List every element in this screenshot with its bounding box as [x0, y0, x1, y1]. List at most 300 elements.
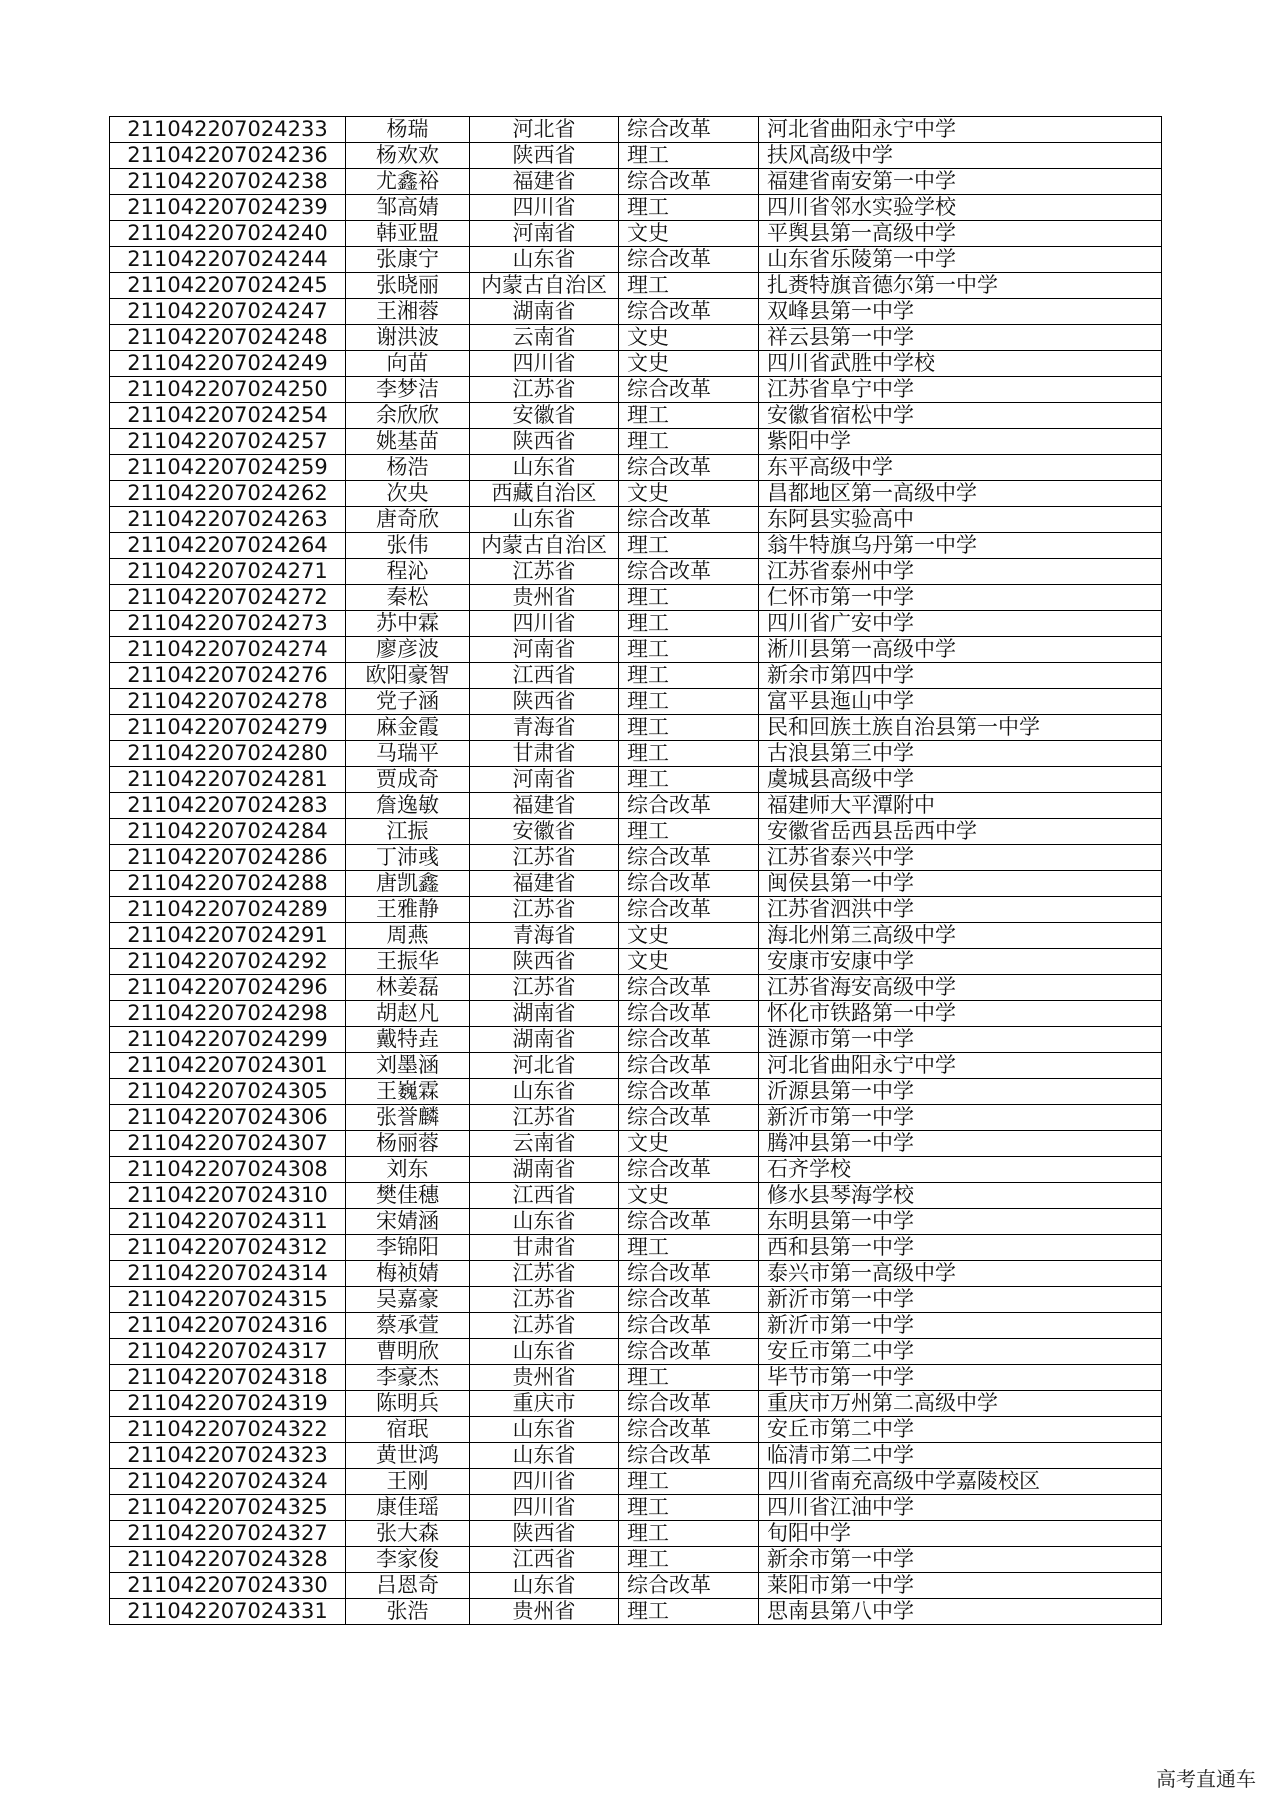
name-cell: 康佳瑶: [346, 1495, 470, 1521]
province-cell: 江苏省: [470, 845, 619, 871]
school-cell: 平舆县第一高级中学: [759, 221, 1162, 247]
school-cell: 江苏省泗洪中学: [759, 897, 1162, 923]
student-id-cell: 211042207024248: [110, 325, 346, 351]
student-id-cell: 211042207024322: [110, 1417, 346, 1443]
name-cell: 王振华: [346, 949, 470, 975]
student-id-cell: 211042207024288: [110, 871, 346, 897]
school-cell: 江苏省泰兴中学: [759, 845, 1162, 871]
student-id-cell: 211042207024315: [110, 1287, 346, 1313]
name-cell: 秦松: [346, 585, 470, 611]
category-cell: 综合改革: [619, 1079, 759, 1105]
province-cell: 江苏省: [470, 1287, 619, 1313]
student-id-cell: 211042207024310: [110, 1183, 346, 1209]
category-cell: 理工: [619, 1599, 759, 1625]
table-row: [110, 351, 1162, 377]
school-cell: 福建师大平潭附中: [759, 793, 1162, 819]
table-row: [110, 611, 1162, 637]
province-cell: 甘肃省: [470, 1235, 619, 1261]
school-cell: 民和回族土族自治县第一中学: [759, 715, 1162, 741]
category-cell: 文史: [619, 481, 759, 507]
category-cell: 综合改革: [619, 793, 759, 819]
name-cell: 宿珉: [346, 1417, 470, 1443]
school-cell: 闽侯县第一中学: [759, 871, 1162, 897]
school-cell: 腾冲县第一中学: [759, 1131, 1162, 1157]
category-cell: 综合改革: [619, 1391, 759, 1417]
name-cell: 苏中霖: [346, 611, 470, 637]
table-row: [110, 117, 1162, 143]
province-cell: 湖南省: [470, 1157, 619, 1183]
name-cell: 程沁: [346, 559, 470, 585]
student-id-cell: 211042207024325: [110, 1495, 346, 1521]
watermark: 高考直通车: [1156, 1767, 1256, 1791]
province-cell: 安徽省: [470, 819, 619, 845]
school-cell: 四川省邻水实验学校: [759, 195, 1162, 221]
student-id-cell: 211042207024259: [110, 455, 346, 481]
name-cell: 李锦阳: [346, 1235, 470, 1261]
category-cell: 综合改革: [619, 1573, 759, 1599]
province-cell: 江西省: [470, 1547, 619, 1573]
student-id-cell: 211042207024239: [110, 195, 346, 221]
table-row: [110, 533, 1162, 559]
student-id-cell: 211042207024244: [110, 247, 346, 273]
province-cell: 西藏自治区: [470, 481, 619, 507]
category-cell: 综合改革: [619, 1443, 759, 1469]
name-cell: 麻金霞: [346, 715, 470, 741]
name-cell: 张晓丽: [346, 273, 470, 299]
school-cell: 四川省南充高级中学嘉陵校区: [759, 1469, 1162, 1495]
table-row: [110, 1157, 1162, 1183]
name-cell: 陈明兵: [346, 1391, 470, 1417]
student-id-cell: 211042207024276: [110, 663, 346, 689]
name-cell: 廖彦波: [346, 637, 470, 663]
province-cell: 山东省: [470, 455, 619, 481]
category-cell: 文史: [619, 949, 759, 975]
school-cell: 石齐学校: [759, 1157, 1162, 1183]
student-id-cell: 211042207024298: [110, 1001, 346, 1027]
table-row: [110, 1599, 1162, 1625]
student-id-cell: 211042207024247: [110, 299, 346, 325]
table-row: [110, 845, 1162, 871]
province-cell: 四川省: [470, 1495, 619, 1521]
category-cell: 综合改革: [619, 1053, 759, 1079]
student-id-cell: 211042207024284: [110, 819, 346, 845]
name-cell: 王巍霖: [346, 1079, 470, 1105]
school-cell: 安徽省岳西县岳西中学: [759, 819, 1162, 845]
category-cell: 综合改革: [619, 845, 759, 871]
name-cell: 蔡承萱: [346, 1313, 470, 1339]
student-id-cell: 211042207024250: [110, 377, 346, 403]
table-row: [110, 273, 1162, 299]
school-cell: 江苏省海安高级中学: [759, 975, 1162, 1001]
name-cell: 詹逸敏: [346, 793, 470, 819]
category-cell: 文史: [619, 221, 759, 247]
table-row: [110, 1001, 1162, 1027]
table-row: [110, 1209, 1162, 1235]
school-cell: 虞城县高级中学: [759, 767, 1162, 793]
category-cell: 理工: [619, 1495, 759, 1521]
name-cell: 李家俊: [346, 1547, 470, 1573]
table-row: [110, 377, 1162, 403]
name-cell: 黄世鸿: [346, 1443, 470, 1469]
name-cell: 次央: [346, 481, 470, 507]
student-id-cell: 211042207024233: [110, 117, 346, 143]
table-row: [110, 1053, 1162, 1079]
name-cell: 党子涵: [346, 689, 470, 715]
table-row: [110, 1547, 1162, 1573]
table-row: [110, 143, 1162, 169]
student-id-cell: 211042207024299: [110, 1027, 346, 1053]
name-cell: 杨瑞: [346, 117, 470, 143]
student-id-cell: 211042207024289: [110, 897, 346, 923]
category-cell: 文史: [619, 1131, 759, 1157]
name-cell: 杨丽蓉: [346, 1131, 470, 1157]
category-cell: 理工: [619, 689, 759, 715]
province-cell: 江苏省: [470, 975, 619, 1001]
school-cell: 新沂市第一中学: [759, 1313, 1162, 1339]
school-cell: 江苏省阜宁中学: [759, 377, 1162, 403]
province-cell: 江苏省: [470, 559, 619, 585]
province-cell: 四川省: [470, 1469, 619, 1495]
school-cell: 泰兴市第一高级中学: [759, 1261, 1162, 1287]
province-cell: 湖南省: [470, 299, 619, 325]
name-cell: 戴特垚: [346, 1027, 470, 1053]
school-cell: 安徽省宿松中学: [759, 403, 1162, 429]
student-id-cell: 211042207024281: [110, 767, 346, 793]
name-cell: 马瑞平: [346, 741, 470, 767]
category-cell: 综合改革: [619, 1209, 759, 1235]
name-cell: 向苗: [346, 351, 470, 377]
category-cell: 综合改革: [619, 507, 759, 533]
table-row: [110, 1235, 1162, 1261]
student-id-cell: 211042207024306: [110, 1105, 346, 1131]
name-cell: 曹明欣: [346, 1339, 470, 1365]
category-cell: 综合改革: [619, 455, 759, 481]
table-row: [110, 559, 1162, 585]
province-cell: 河北省: [470, 1053, 619, 1079]
name-cell: 李梦洁: [346, 377, 470, 403]
category-cell: 理工: [619, 273, 759, 299]
name-cell: 张誉麟: [346, 1105, 470, 1131]
name-cell: 吴嘉豪: [346, 1287, 470, 1313]
school-cell: 扎赉特旗音德尔第一中学: [759, 273, 1162, 299]
province-cell: 陕西省: [470, 949, 619, 975]
table-row: [110, 1391, 1162, 1417]
category-cell: 综合改革: [619, 871, 759, 897]
province-cell: 河南省: [470, 637, 619, 663]
category-cell: 综合改革: [619, 559, 759, 585]
name-cell: 尤鑫裕: [346, 169, 470, 195]
table-row: [110, 1131, 1162, 1157]
table-row: [110, 897, 1162, 923]
province-cell: 云南省: [470, 1131, 619, 1157]
category-cell: 综合改革: [619, 169, 759, 195]
category-cell: 理工: [619, 195, 759, 221]
name-cell: 韩亚盟: [346, 221, 470, 247]
table-row: [110, 1573, 1162, 1599]
province-cell: 内蒙古自治区: [470, 533, 619, 559]
name-cell: 杨欢欢: [346, 143, 470, 169]
name-cell: 张大森: [346, 1521, 470, 1547]
category-cell: 文史: [619, 351, 759, 377]
student-id-cell: 211042207024319: [110, 1391, 346, 1417]
province-cell: 陕西省: [470, 1521, 619, 1547]
school-cell: 安丘市第二中学: [759, 1417, 1162, 1443]
category-cell: 综合改革: [619, 1261, 759, 1287]
student-id-cell: 211042207024280: [110, 741, 346, 767]
school-cell: 临清市第二中学: [759, 1443, 1162, 1469]
school-cell: 仁怀市第一中学: [759, 585, 1162, 611]
table-row: [110, 585, 1162, 611]
table-row: [110, 741, 1162, 767]
category-cell: 理工: [619, 143, 759, 169]
province-cell: 甘肃省: [470, 741, 619, 767]
student-id-cell: 211042207024291: [110, 923, 346, 949]
student-id-cell: 211042207024283: [110, 793, 346, 819]
province-cell: 青海省: [470, 923, 619, 949]
name-cell: 梅祯婧: [346, 1261, 470, 1287]
table-row: [110, 637, 1162, 663]
province-cell: 贵州省: [470, 1365, 619, 1391]
table-row: [110, 949, 1162, 975]
name-cell: 江振: [346, 819, 470, 845]
school-cell: 安康市安康中学: [759, 949, 1162, 975]
table-row: [110, 663, 1162, 689]
table-row: [110, 429, 1162, 455]
name-cell: 王湘蓉: [346, 299, 470, 325]
name-cell: 张浩: [346, 1599, 470, 1625]
school-cell: 河北省曲阳永宁中学: [759, 1053, 1162, 1079]
province-cell: 江苏省: [470, 1261, 619, 1287]
school-cell: 毕节市第一中学: [759, 1365, 1162, 1391]
category-cell: 综合改革: [619, 1313, 759, 1339]
table-row: [110, 169, 1162, 195]
name-cell: 刘墨涵: [346, 1053, 470, 1079]
province-cell: 江苏省: [470, 897, 619, 923]
table-row: [110, 1079, 1162, 1105]
table-row: [110, 1495, 1162, 1521]
table-row: [110, 221, 1162, 247]
school-cell: 东明县第一中学: [759, 1209, 1162, 1235]
student-id-cell: 211042207024323: [110, 1443, 346, 1469]
school-cell: 西和县第一中学: [759, 1235, 1162, 1261]
name-cell: 欧阳豪智: [346, 663, 470, 689]
student-id-cell: 211042207024314: [110, 1261, 346, 1287]
student-id-cell: 211042207024264: [110, 533, 346, 559]
school-cell: 福建省南安第一中学: [759, 169, 1162, 195]
name-cell: 李豪杰: [346, 1365, 470, 1391]
category-cell: 综合改革: [619, 975, 759, 1001]
name-cell: 唐凯鑫: [346, 871, 470, 897]
name-cell: 张伟: [346, 533, 470, 559]
province-cell: 河北省: [470, 117, 619, 143]
school-cell: 安丘市第二中学: [759, 1339, 1162, 1365]
province-cell: 山东省: [470, 1209, 619, 1235]
category-cell: 综合改革: [619, 1105, 759, 1131]
table-row: [110, 793, 1162, 819]
category-cell: 理工: [619, 403, 759, 429]
province-cell: 青海省: [470, 715, 619, 741]
table-row: [110, 975, 1162, 1001]
category-cell: 综合改革: [619, 1157, 759, 1183]
category-cell: 理工: [619, 533, 759, 559]
category-cell: 理工: [619, 1365, 759, 1391]
name-cell: 宋婧涵: [346, 1209, 470, 1235]
student-id-cell: 211042207024254: [110, 403, 346, 429]
school-cell: 江苏省泰州中学: [759, 559, 1162, 585]
school-cell: 新沂市第一中学: [759, 1105, 1162, 1131]
category-cell: 综合改革: [619, 1027, 759, 1053]
table-row: [110, 715, 1162, 741]
category-cell: 综合改革: [619, 1287, 759, 1313]
student-id-cell: 211042207024296: [110, 975, 346, 1001]
school-cell: 东平高级中学: [759, 455, 1162, 481]
school-cell: 双峰县第一中学: [759, 299, 1162, 325]
school-cell: 四川省广安中学: [759, 611, 1162, 637]
category-cell: 理工: [619, 663, 759, 689]
school-cell: 富平县迤山中学: [759, 689, 1162, 715]
school-cell: 河北省曲阳永宁中学: [759, 117, 1162, 143]
province-cell: 四川省: [470, 611, 619, 637]
category-cell: 综合改革: [619, 897, 759, 923]
province-cell: 陕西省: [470, 429, 619, 455]
school-cell: 沂源县第一中学: [759, 1079, 1162, 1105]
school-cell: 怀化市铁路第一中学: [759, 1001, 1162, 1027]
student-id-cell: 211042207024273: [110, 611, 346, 637]
category-cell: 理工: [619, 1235, 759, 1261]
category-cell: 理工: [619, 1547, 759, 1573]
student-id-cell: 211042207024330: [110, 1573, 346, 1599]
table-row: [110, 689, 1162, 715]
name-cell: 姚基苗: [346, 429, 470, 455]
school-cell: 山东省乐陵第一中学: [759, 247, 1162, 273]
table-row: [110, 1313, 1162, 1339]
table-row: [110, 1027, 1162, 1053]
student-id-cell: 211042207024272: [110, 585, 346, 611]
student-id-cell: 211042207024236: [110, 143, 346, 169]
province-cell: 四川省: [470, 195, 619, 221]
name-cell: 邹高婧: [346, 195, 470, 221]
table-row: [110, 1521, 1162, 1547]
province-cell: 福建省: [470, 793, 619, 819]
school-cell: 重庆市万州第二高级中学: [759, 1391, 1162, 1417]
school-cell: 新沂市第一中学: [759, 1287, 1162, 1313]
name-cell: 王刚: [346, 1469, 470, 1495]
table-row: [110, 481, 1162, 507]
category-cell: 理工: [619, 585, 759, 611]
table-row: [110, 325, 1162, 351]
school-cell: 紫阳中学: [759, 429, 1162, 455]
category-cell: 综合改革: [619, 247, 759, 273]
table-row: [110, 299, 1162, 325]
school-cell: 新余市第四中学: [759, 663, 1162, 689]
province-cell: 江西省: [470, 663, 619, 689]
category-cell: 综合改革: [619, 299, 759, 325]
student-id-cell: 211042207024327: [110, 1521, 346, 1547]
table-row: [110, 819, 1162, 845]
name-cell: 杨浩: [346, 455, 470, 481]
category-cell: 文史: [619, 325, 759, 351]
student-id-cell: 211042207024316: [110, 1313, 346, 1339]
table-row: [110, 1443, 1162, 1469]
table-row: [110, 1183, 1162, 1209]
category-cell: 文史: [619, 1183, 759, 1209]
province-cell: 山东省: [470, 507, 619, 533]
province-cell: 贵州省: [470, 585, 619, 611]
student-id-cell: 211042207024308: [110, 1157, 346, 1183]
table-row: [110, 507, 1162, 533]
school-cell: 东阿县实验高中: [759, 507, 1162, 533]
student-id-cell: 211042207024262: [110, 481, 346, 507]
school-cell: 昌都地区第一高级中学: [759, 481, 1162, 507]
table-row: [110, 1417, 1162, 1443]
student-id-cell: 211042207024238: [110, 169, 346, 195]
school-cell: 新余市第一中学: [759, 1547, 1162, 1573]
province-cell: 山东省: [470, 1339, 619, 1365]
table-row: [110, 1469, 1162, 1495]
category-cell: 理工: [619, 819, 759, 845]
category-cell: 理工: [619, 767, 759, 793]
name-cell: 丁沛彧: [346, 845, 470, 871]
student-id-cell: 211042207024328: [110, 1547, 346, 1573]
student-id-cell: 211042207024279: [110, 715, 346, 741]
province-cell: 山东省: [470, 1079, 619, 1105]
table-row: [110, 403, 1162, 429]
school-cell: 修水县琴海学校: [759, 1183, 1162, 1209]
student-id-cell: 211042207024301: [110, 1053, 346, 1079]
school-cell: 翁牛特旗乌丹第一中学: [759, 533, 1162, 559]
student-id-cell: 211042207024324: [110, 1469, 346, 1495]
student-id-cell: 211042207024311: [110, 1209, 346, 1235]
table-row: [110, 767, 1162, 793]
name-cell: 唐奇欣: [346, 507, 470, 533]
table-row: [110, 195, 1162, 221]
province-cell: 江西省: [470, 1183, 619, 1209]
student-id-cell: 211042207024307: [110, 1131, 346, 1157]
province-cell: 内蒙古自治区: [470, 273, 619, 299]
student-id-cell: 211042207024286: [110, 845, 346, 871]
name-cell: 林姜磊: [346, 975, 470, 1001]
school-cell: 淅川县第一高级中学: [759, 637, 1162, 663]
province-cell: 重庆市: [470, 1391, 619, 1417]
table-row: [110, 923, 1162, 949]
category-cell: 理工: [619, 1469, 759, 1495]
province-cell: 江苏省: [470, 1313, 619, 1339]
province-cell: 江苏省: [470, 1105, 619, 1131]
province-cell: 贵州省: [470, 1599, 619, 1625]
name-cell: 吕恩奇: [346, 1573, 470, 1599]
name-cell: 贾成奇: [346, 767, 470, 793]
name-cell: 周燕: [346, 923, 470, 949]
student-id-cell: 211042207024271: [110, 559, 346, 585]
province-cell: 安徽省: [470, 403, 619, 429]
province-cell: 福建省: [470, 871, 619, 897]
category-cell: 综合改革: [619, 117, 759, 143]
category-cell: 理工: [619, 611, 759, 637]
name-cell: 王雅静: [346, 897, 470, 923]
school-cell: 旬阳中学: [759, 1521, 1162, 1547]
table-row: [110, 871, 1162, 897]
category-cell: 综合改革: [619, 1001, 759, 1027]
school-cell: 扶风高级中学: [759, 143, 1162, 169]
category-cell: 理工: [619, 429, 759, 455]
student-id-cell: 211042207024331: [110, 1599, 346, 1625]
table-row: [110, 1105, 1162, 1131]
name-cell: 余欣欣: [346, 403, 470, 429]
province-cell: 湖南省: [470, 1001, 619, 1027]
province-cell: 云南省: [470, 325, 619, 351]
table-row: [110, 455, 1162, 481]
student-id-cell: 211042207024278: [110, 689, 346, 715]
